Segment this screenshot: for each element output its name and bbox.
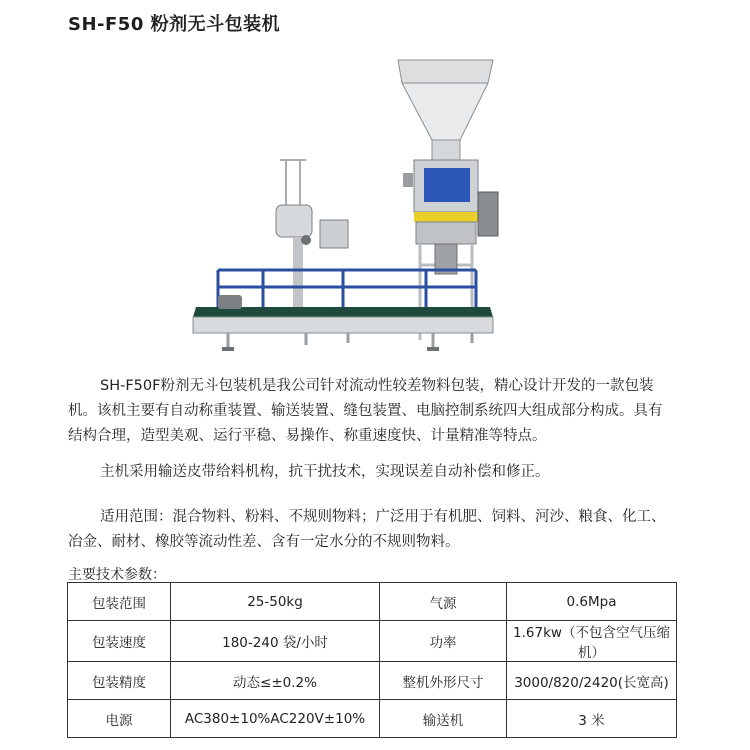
- spec-value: 3 米: [507, 700, 677, 738]
- feature-paragraph: 主机采用输送皮带给料机构，抗干扰技术，实现误差自动补偿和修正。: [100, 464, 550, 480]
- spec-key: 功率: [380, 621, 507, 662]
- spec-title: 主要技术参数：: [68, 567, 166, 583]
- spec-key: 包装速度: [68, 621, 171, 662]
- table-row: [68, 662, 677, 700]
- packaging-machine-illustration: [188, 55, 518, 360]
- hopper: [398, 60, 493, 160]
- sewing-machine: [276, 160, 348, 307]
- spec-key: 输送机: [380, 700, 507, 738]
- table-row: [68, 621, 677, 662]
- spec-key: 气源: [380, 583, 507, 621]
- intro-paragraph: SH-F50F粉剂无斗包装机是我公司针对流动性较差物料包装，精心设计开发的一款包装机。该机主要有自动称重装置、输送装置、缝包装置、电脑控制系统四大组成部分构成。具有结构合理，造型美观、运行平稳、易操作、称重速度快、计量精准等特点。: [68, 378, 663, 444]
- spec-value: 180-240 袋/小时: [171, 621, 380, 662]
- weighing-cabinet: [403, 160, 498, 244]
- table-row: [68, 583, 677, 621]
- table-row: [68, 700, 677, 738]
- page-title: SH-F50 粉剂无斗包装机: [68, 14, 281, 35]
- guard-rails: [218, 270, 476, 307]
- scope-paragraph: 适用范围：混合物料、粉料、不规则物料；广泛用于有机肥、饲料、河沙、粮食、化工、冶金、耐材、橡胶等流动性差、含有一定水分的不规则物料。: [68, 509, 666, 550]
- spec-value: 动态≤±0.2%: [171, 662, 380, 700]
- spec-value: 25-50kg: [171, 583, 380, 621]
- spec-value: 3000/820/2420(长宽高): [507, 662, 677, 700]
- spec-table: [67, 582, 677, 738]
- spec-value: AC380±10%AC220V±10%: [171, 700, 380, 738]
- spec-key: 包装范围: [68, 583, 171, 621]
- spec-value: 1.67kw（不包含空气压缩机）: [507, 621, 677, 662]
- spec-value: 0.6Mpa: [507, 583, 677, 621]
- spec-key: 包装精度: [68, 662, 171, 700]
- spec-key: 整机外形尺寸: [380, 662, 507, 700]
- control-panel: [424, 168, 470, 202]
- spec-key: 电源: [68, 700, 171, 738]
